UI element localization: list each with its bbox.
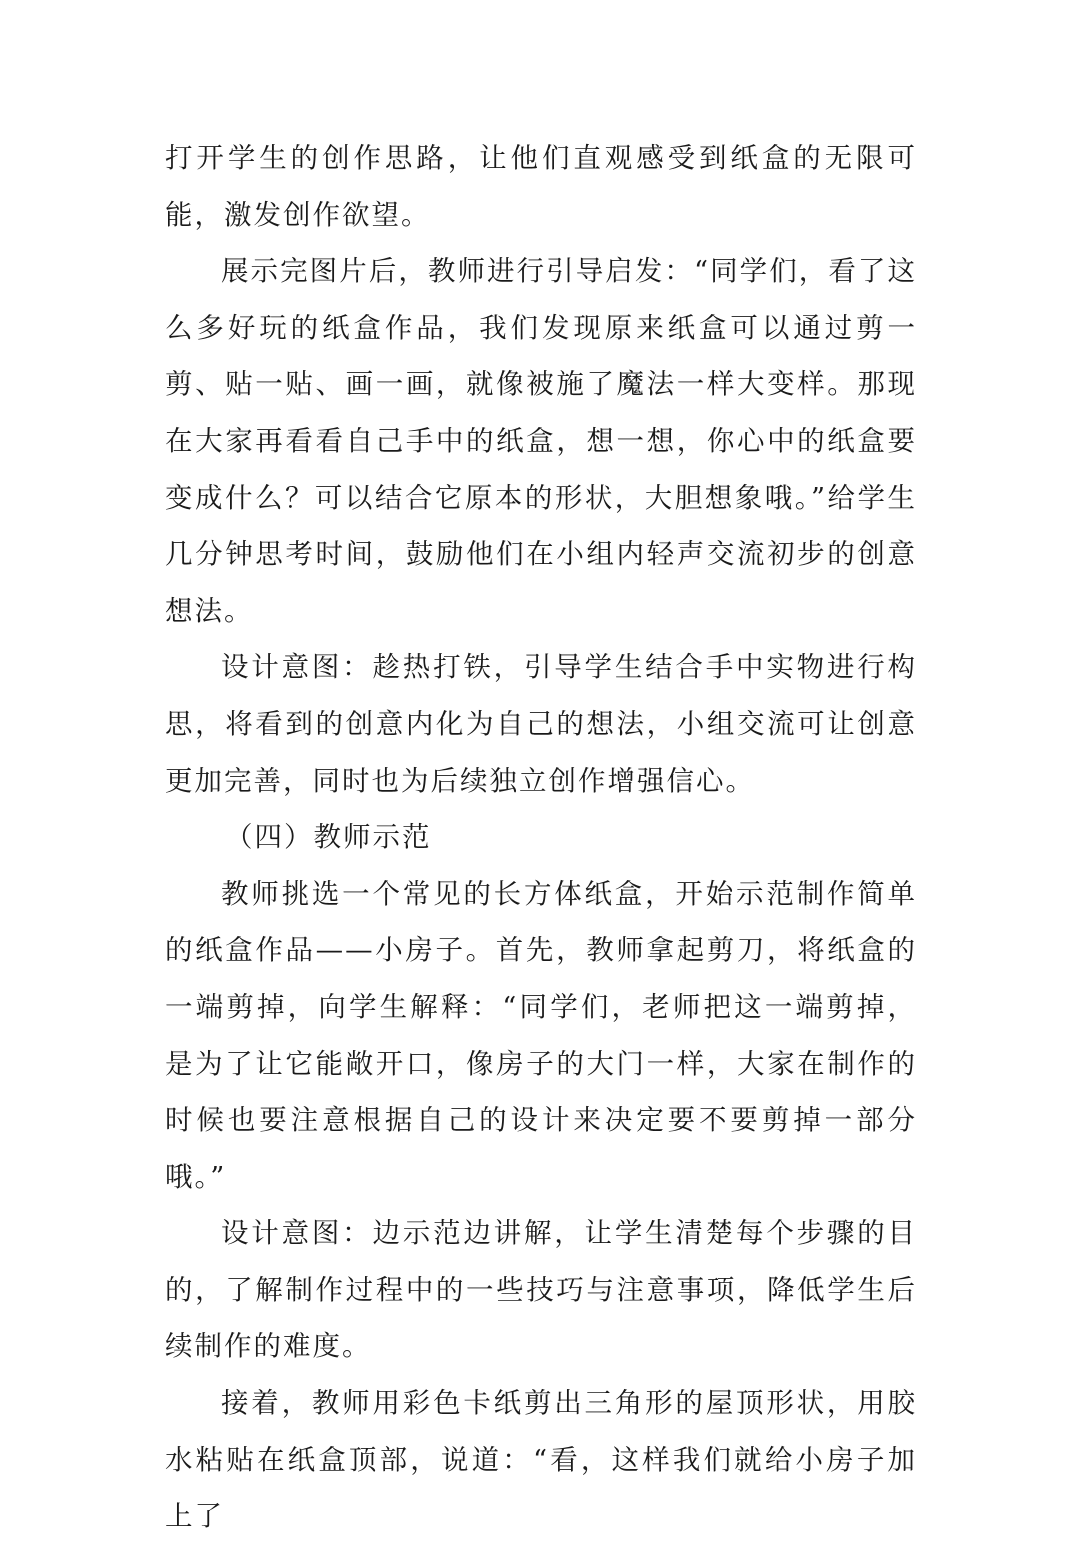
paragraph-teacher-guidance: 展示完图片后，教师进行引导启发：“同学们，看了这么多好玩的纸盒作品，我们发现原来纸盒可以通过剪一剪、贴一贴、画一画，就像被施了魔法一样大变样。那现在大家再看看自己手中的纸盒，想一想，你心中的纸盒要变成什么？可以结合它原本的形状，大胆想象哦。”给学生几分钟思考时间，鼓励他们在小组内轻声交流初步的创意想法。 xyxy=(165,255,917,627)
document-body xyxy=(165,130,917,1545)
paragraph-roof-step: 接着，教师用彩色卡纸剪出三角形的屋顶形状，用胶水粘贴在纸盒顶部，说道：“看，这样我们就给小房子加上了 xyxy=(165,1387,917,1533)
paragraph-design-intent-1: 设计意图：趁热打铁，引导学生结合手中实物进行构思，将看到的创意内化为自己的想法，小组交流可让创意更加完善，同时也为后续独立创作增强信心。 xyxy=(165,651,917,797)
paragraph-teacher-demo: 教师挑选一个常见的长方体纸盒，开始示范制作简单的纸盒作品——小房子。首先，教师拿起剪刀，将纸盒的一端剪掉，向学生解释：“同学们，老师把这一端剪掉，是为了让它能敞开口，像房子的大门一样，大家在制作的时候也要注意根据自己的设计来决定要不要剪掉一部分哦。” xyxy=(165,877,917,1193)
paragraph-design-intent-2: 设计意图：边示范边讲解，让学生清楚每个步骤的目的，了解制作过程中的一些技巧与注意事项，降低学生后续制作的难度。 xyxy=(165,1217,917,1363)
paragraph-continuation: 打开学生的创作思路，让他们直观感受到纸盒的无限可能，激发创作欲望。 xyxy=(165,142,917,231)
section-heading-teacher-demo: （四）教师示范 xyxy=(225,821,432,854)
